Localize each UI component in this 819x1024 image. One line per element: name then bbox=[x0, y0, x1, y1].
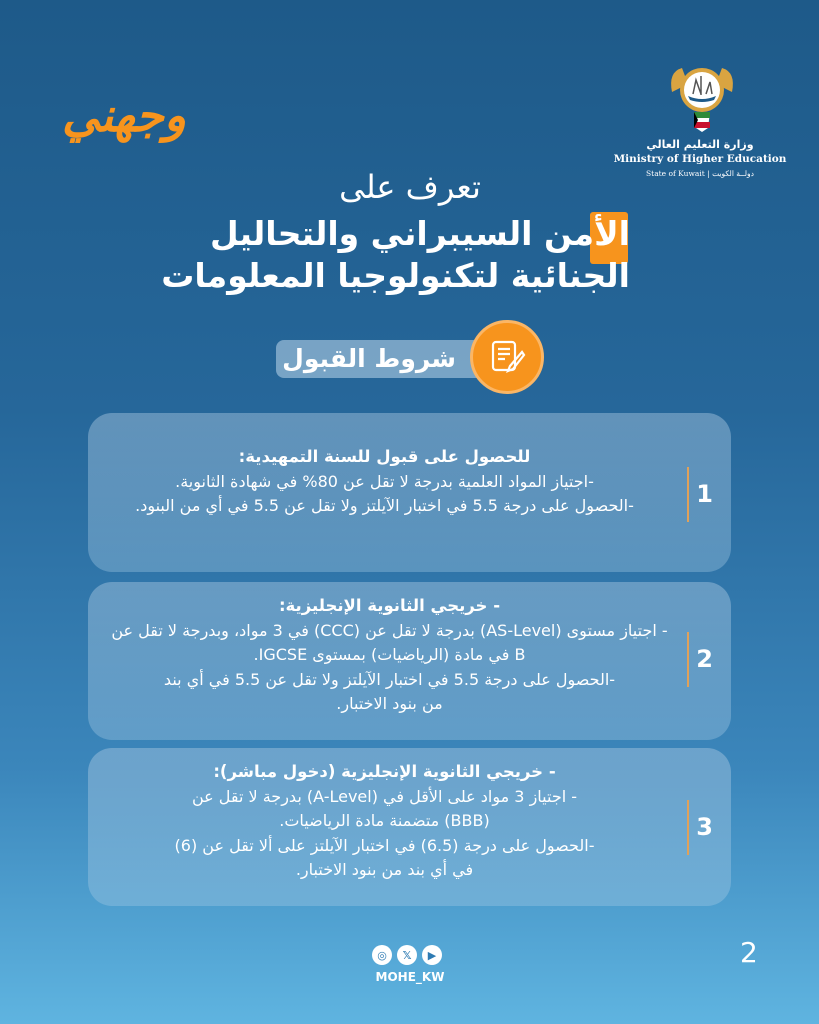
social-handle: MOHE_KW bbox=[375, 970, 445, 984]
kuwait-emblem-icon bbox=[668, 62, 736, 134]
card-line: -الحصول على درجة 5.5 في اختبار الآيلتز ولا تقل عن 5.5 في أي من البنود. bbox=[135, 496, 634, 515]
intro-text: تعرف على bbox=[339, 168, 481, 206]
card-line: - اجتياز 3 مواد على الأقل في (A-Level) بدرجة لا تقل عن (BBB) متضمنة مادة الرياضيات. bbox=[191, 786, 578, 830]
divider bbox=[687, 467, 689, 522]
criteria-card-3 bbox=[88, 748, 731, 906]
title-line-1: الأمن السيبراني والتحاليل bbox=[209, 214, 630, 253]
social-links bbox=[372, 945, 442, 965]
card-number: 3 bbox=[696, 813, 713, 841]
ministry-name-en: Ministry of Higher Education bbox=[613, 153, 787, 165]
card-line: -اجتياز المواد العلمية بدرجة لا تقل عن 80% في شهادة الثانوية. bbox=[175, 471, 594, 491]
card-heading: - خريجي الثانوية الإنجليزية (دخول مباشر): bbox=[213, 762, 556, 781]
card-heading: للحصول على قبول للسنة التمهيدية: bbox=[238, 447, 531, 466]
section-label: شروط القبول bbox=[276, 340, 486, 378]
card-heading: - خريجي الثانوية الإنجليزية: bbox=[278, 596, 501, 615]
card-line: -الحصول على درجة 5.5 في اختبار الآيلتز ولا تقل عن 5.5 في أي بند من بنود الاختبار. bbox=[163, 669, 616, 713]
x-icon[interactable]: 𝕏 bbox=[397, 945, 417, 965]
ministry-name-ar: وزارة التعليم العالي bbox=[646, 138, 754, 151]
criteria-card-2 bbox=[88, 582, 731, 740]
card-line: - اجتياز مستوى (AS-Level) بدرجة لا تقل عن (CCC) في 3 مواد، وبدرجة لا تقل عن B في مادة (الرياضيات) بمستوى IGCSE. bbox=[111, 620, 668, 664]
card-number: 2 bbox=[696, 645, 713, 673]
card-line: -الحصول على درجة (6.5) في اختبار الآيلتز على ألا تقل عن (6) في أي بند من بنود الاختبار. bbox=[174, 835, 595, 879]
divider bbox=[687, 632, 689, 687]
criteria-card-1 bbox=[88, 413, 731, 572]
instagram-icon[interactable]: ◎ bbox=[372, 945, 392, 965]
card-number: 1 bbox=[696, 480, 713, 508]
document-pen-icon bbox=[470, 320, 544, 394]
divider bbox=[687, 800, 689, 855]
youtube-icon[interactable]: ▶ bbox=[422, 945, 442, 965]
ministry-state: State of Kuwait | دولــة الكويت bbox=[646, 169, 754, 178]
wajjihni-logo: وجهني bbox=[62, 88, 187, 142]
title-line-2: الجنائية لتكنولوجيا المعلومات bbox=[161, 256, 630, 295]
page-number: 2 bbox=[740, 936, 758, 969]
